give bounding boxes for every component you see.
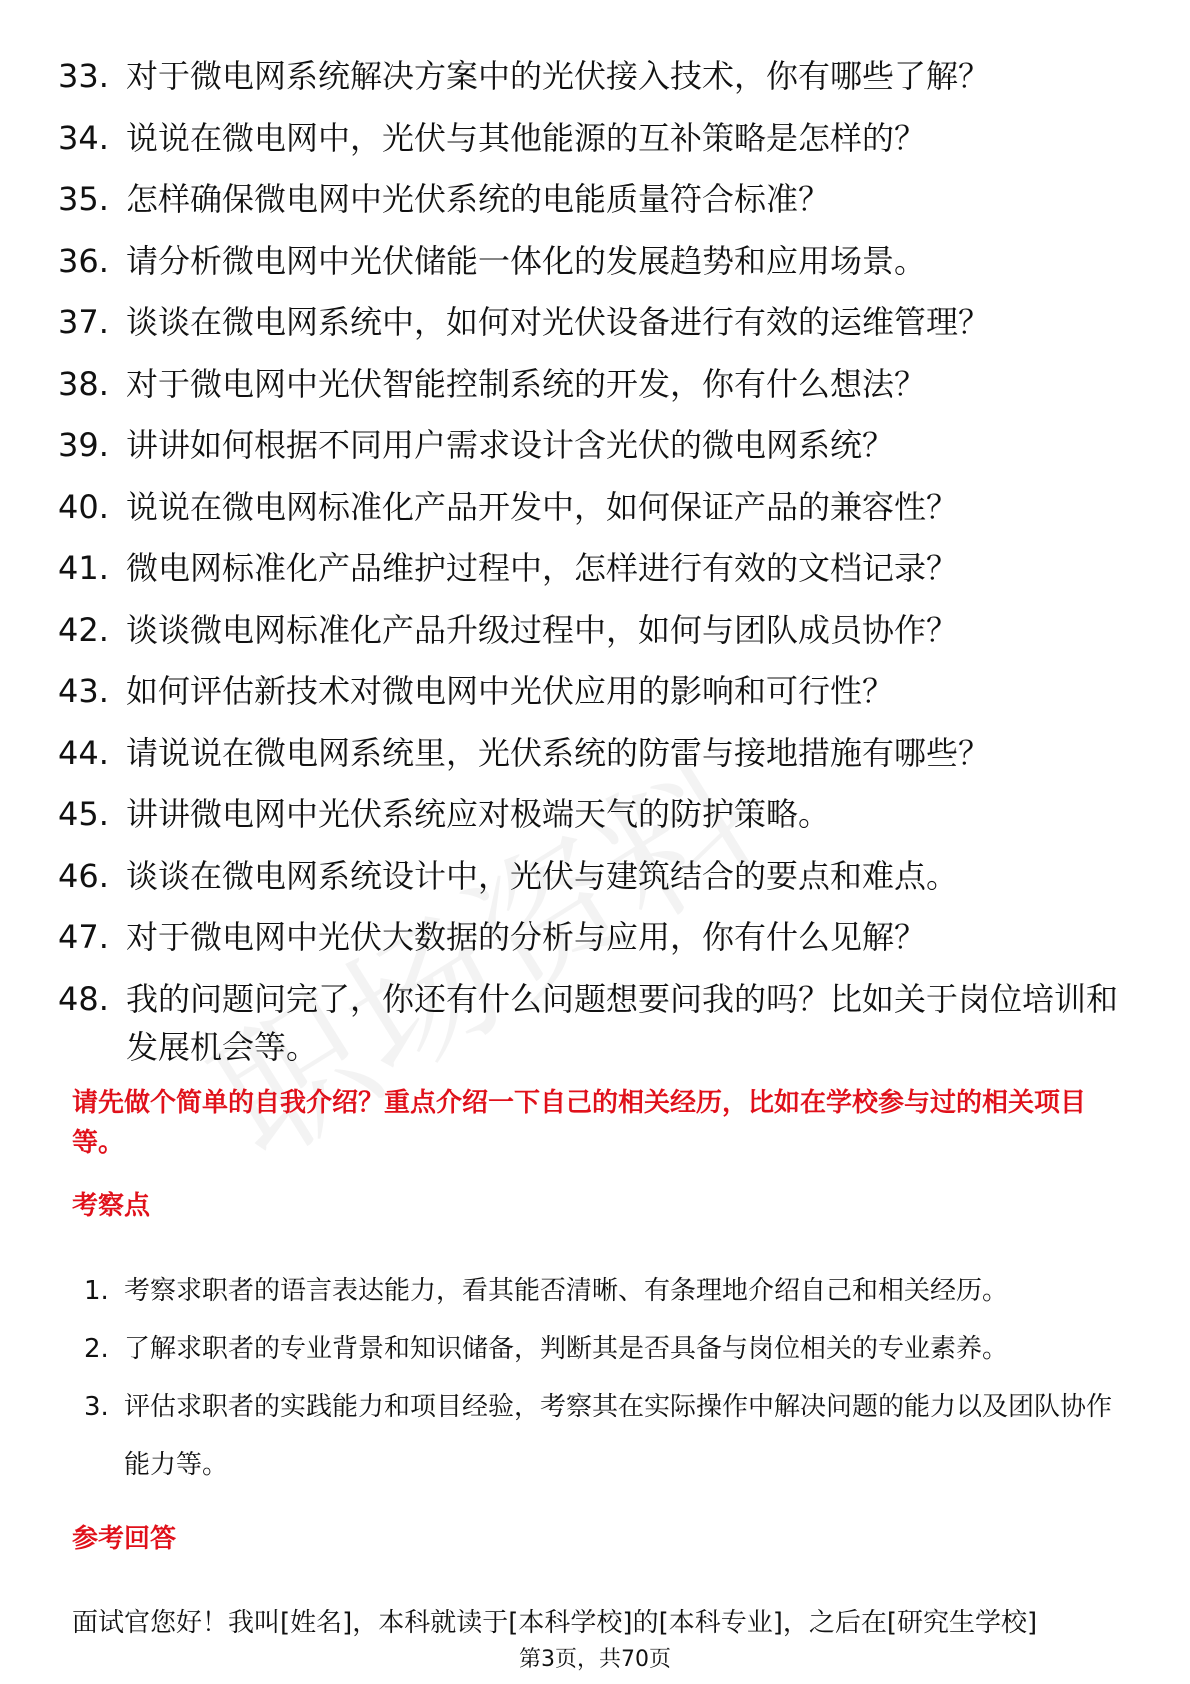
question-item — [58, 852, 1118, 900]
question-item — [58, 544, 1118, 592]
points-heading: 考察点 — [72, 1191, 151, 1221]
point-number: 2. — [84, 1334, 109, 1364]
question-text: 请说说在微电网系统里，光伏系统的防雷与接地措施有哪些？ — [126, 733, 991, 772]
question-text: 请分析微电网中光伏储能一体化的发展趋势和应用场景。 — [126, 241, 927, 280]
assessment-point — [84, 1262, 1114, 1320]
question-item — [58, 913, 1118, 961]
question-item — [58, 175, 1118, 223]
question-number: 36. — [58, 241, 109, 280]
question-item — [58, 298, 1118, 346]
question-item — [58, 729, 1118, 777]
point-text: 了解求职者的专业背景和知识储备，判断其是否具备与岗位相关的专业素养。 — [124, 1334, 1009, 1364]
question-text: 说说在微电网标准化产品开发中，如何保证产品的兼容性？ — [126, 487, 959, 526]
question-number: 47. — [58, 918, 109, 956]
question-text: 谈谈微电网标准化产品升级过程中，如何与团队成员协作？ — [126, 610, 959, 649]
question-item — [58, 360, 1118, 408]
question-number: 37. — [58, 303, 109, 341]
point-text: 评估求职者的实践能力和项目经验，考察其在实际操作中解决问题的能力以及团队协作能力等。 — [124, 1392, 1113, 1480]
question-number: 39. — [58, 426, 109, 464]
page-number: 第3页，共70页 — [519, 1647, 671, 1672]
question-item — [58, 790, 1118, 838]
question-text: 谈谈在微电网系统设计中，光伏与建筑结合的要点和难点。 — [126, 856, 959, 895]
question-text: 对于微电网中光伏大数据的分析与应用，你有什么见解？ — [126, 918, 927, 956]
question-number: 34. — [58, 118, 109, 157]
question-number: 33. — [58, 57, 109, 95]
question-text: 怎样确保微电网中光伏系统的电能质量符合标准？ — [126, 180, 831, 218]
highlight-question: 请先做个简单的自我介绍？重点介绍一下自己的相关经历，比如在学校参与过的相关项目等。 — [72, 1088, 1087, 1158]
question-number: 45. — [58, 795, 109, 833]
assessment-points-list — [84, 1262, 1114, 1494]
question-number: 46. — [58, 856, 109, 895]
question-number: 40. — [58, 487, 109, 526]
question-text: 讲讲如何根据不同用户需求设计含光伏的微电网系统？ — [126, 426, 895, 464]
question-number: 43. — [58, 672, 109, 710]
question-text: 如何评估新技术对微电网中光伏应用的影响和可行性？ — [126, 672, 895, 710]
answer-heading: 参考回答 — [72, 1524, 177, 1554]
assessment-point — [84, 1378, 1114, 1494]
question-item — [58, 483, 1118, 531]
question-number: 48. — [58, 979, 109, 1018]
question-item — [58, 606, 1118, 654]
question-text: 对于微电网中光伏智能控制系统的开发，你有什么想法？ — [126, 364, 927, 403]
question-text: 谈谈在微电网系统中，如何对光伏设备进行有效的运维管理？ — [126, 303, 991, 341]
question-number: 38. — [58, 364, 109, 403]
question-text: 对于微电网系统解决方案中的光伏接入技术，你有哪些了解？ — [126, 57, 991, 95]
question-text: 微电网标准化产品维护过程中，怎样进行有效的文档记录？ — [126, 549, 959, 587]
point-number: 3. — [84, 1392, 109, 1422]
question-item — [58, 237, 1118, 285]
question-item — [58, 114, 1118, 162]
answer-text: 面试官您好！我叫[姓名]，本科就读于[本科学校]的[本科专业]，之后在[研究生学校] — [72, 1608, 1038, 1638]
point-text: 考察求职者的语言表达能力，看其能否清晰、有条理地介绍自己和相关经历。 — [124, 1276, 1009, 1306]
question-text: 我的问题问完了，你还有什么问题想要问我的吗？比如关于岗位培训和发展机会等。 — [126, 979, 1119, 1066]
question-text: 讲讲微电网中光伏系统应对极端天气的防护策略。 — [126, 795, 831, 833]
question-list — [58, 52, 1118, 1084]
point-number: 1. — [84, 1276, 109, 1306]
question-item — [58, 52, 1118, 100]
question-item — [58, 975, 1118, 1071]
question-number: 41. — [58, 549, 109, 587]
question-item — [58, 421, 1118, 469]
question-item — [58, 667, 1118, 715]
question-number: 42. — [58, 610, 109, 649]
question-number: 44. — [58, 733, 109, 772]
question-text: 说说在微电网中，光伏与其他能源的互补策略是怎样的？ — [126, 118, 927, 157]
assessment-point — [84, 1320, 1114, 1378]
question-number: 35. — [58, 180, 109, 218]
